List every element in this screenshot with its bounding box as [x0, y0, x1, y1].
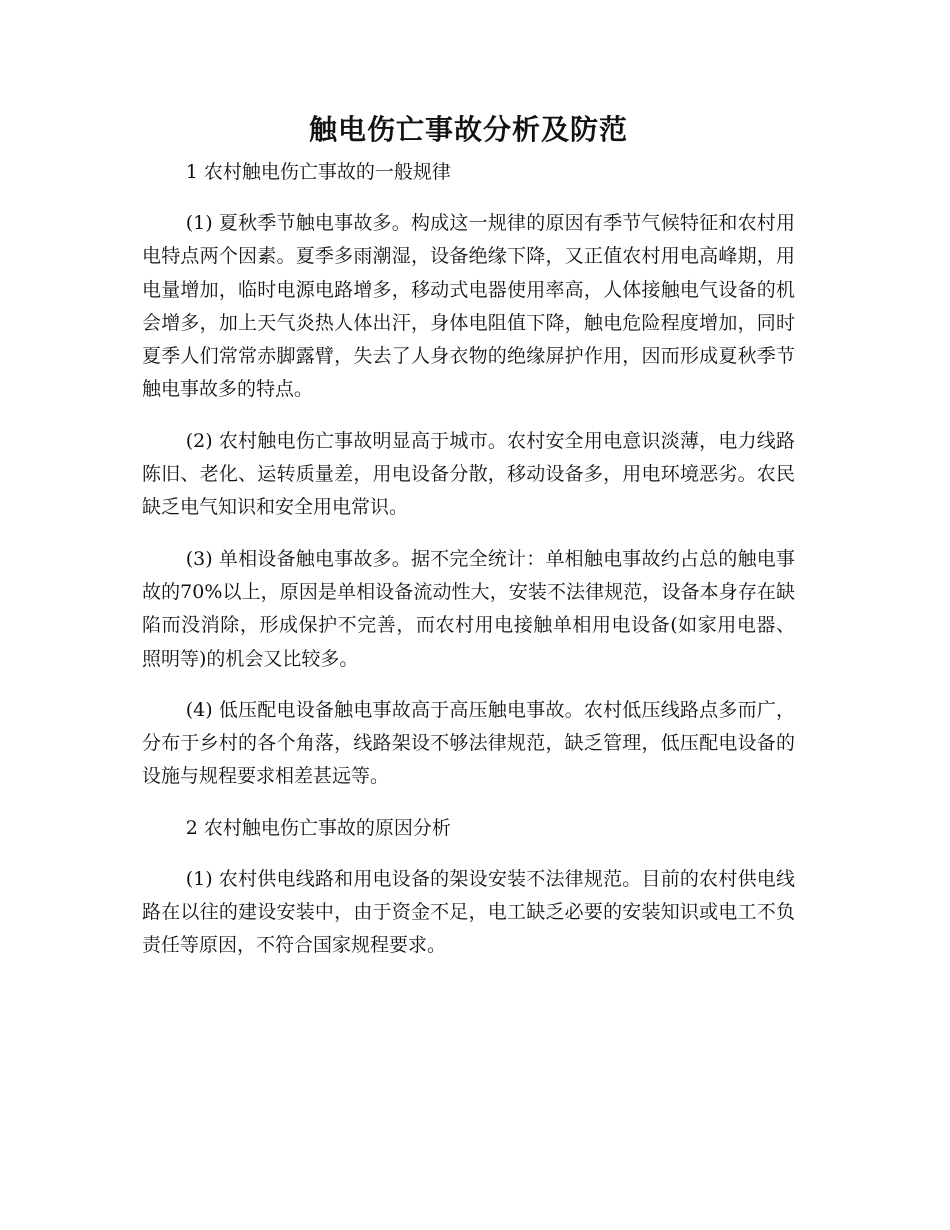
document-page: [142, 108, 795, 981]
section-heading-1: 1 农村触电伤亡事故的一般规律: [185, 161, 451, 183]
paragraph-1-3: (3) 单相设备触电事故多。据不完全统计：单相触电事故约占总的触电事故的70%以上，原因是单相设备流动性大，安装不法律规范，设备本身存在缺陷而没消除，形成保护不完善，而农村用电接触单相用电设备(如家用电器、照明等)的机会又比较多。: [142, 547, 795, 670]
paragraph-1-1: (1) 夏秋季节触电事故多。构成这一规律的原因有季节气候特征和农村用电特点两个因素。夏季多雨潮湿，设备绝缘下降，又正值农村用电高峰期，用电量增加，临时电源电路增多，移动式电器使用率高，人体接触电气设备的机会增多，加上天气炎热人体出汗，身体电阻值下降，触电危险程度增加，同时夏季人们常常赤脚露臂，失去了人身衣物的绝缘屏护作用，因而形成夏秋季节触电事故多的特点。: [142, 212, 795, 401]
paragraph-2-1: (1) 农村供电线路和用电设备的架设安装不法律规范。目前的农村供电线路在以往的建设安装中，由于资金不足，电工缺乏必要的安装知识或电工不负责任等原因，不符合国家规程要求。: [142, 867, 795, 957]
paragraph-1-4: (4) 低压配电设备触电事故高于高压触电事故。农村低压线路点多而广，分布于乡村的各个角落，线路架设不够法律规范，缺乏管理，低压配电设备的设施与规程要求相差甚远等。: [142, 698, 795, 788]
document-title: 触电伤亡事故分析及防范: [308, 113, 628, 146]
section-heading-2: 2 农村触电伤亡事故的原因分析: [185, 816, 451, 839]
paragraph-1-2: (2) 农村触电伤亡事故明显高于城市。农村安全用电意识淡薄，电力线路陈旧、老化、运转质量差，用电设备分散，移动设备多，用电环境恶劣。农民缺乏电气知识和安全用电常识。: [142, 429, 795, 519]
